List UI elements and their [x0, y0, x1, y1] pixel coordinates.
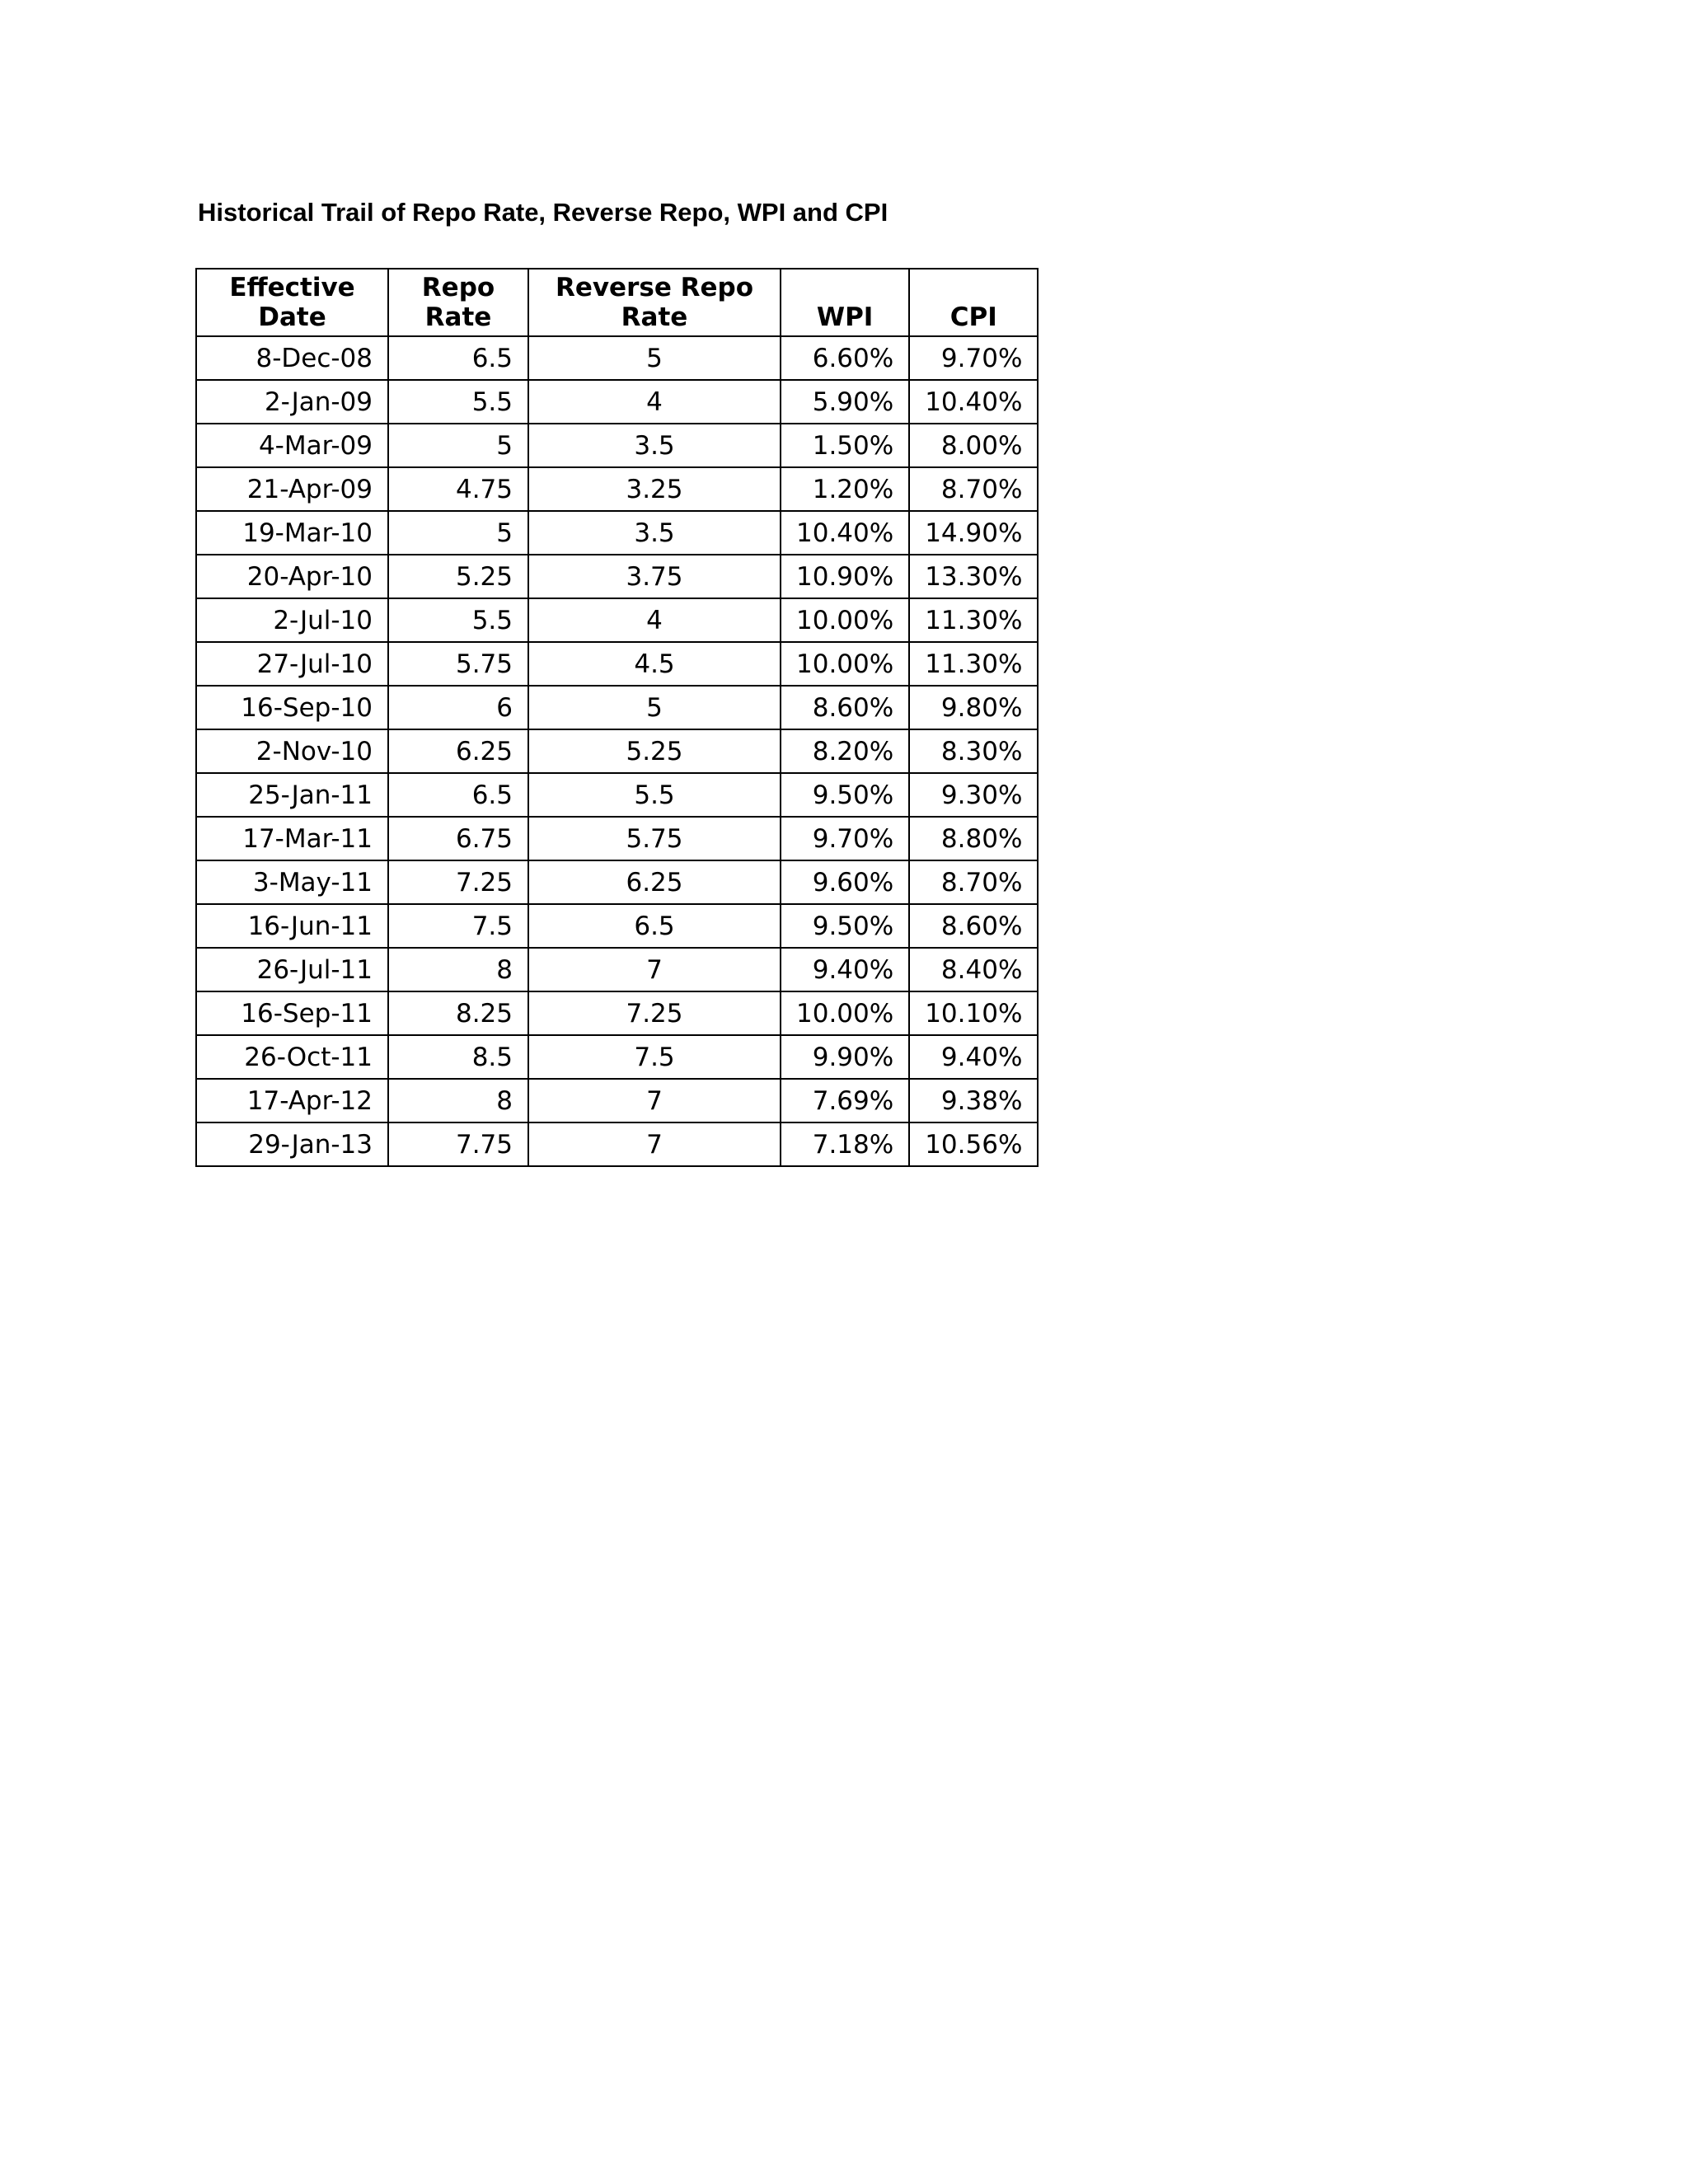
cell-effective-date: 20-Apr-10 [196, 555, 388, 598]
cell-reverse-repo-rate: 7 [528, 948, 781, 991]
cell-effective-date: 21-Apr-09 [196, 467, 388, 511]
cell-repo-rate: 8 [388, 948, 528, 991]
cell-cpi: 11.30% [909, 642, 1038, 686]
header-row [196, 269, 1038, 336]
cell-repo-rate: 8.5 [388, 1035, 528, 1079]
cell-effective-date: 29-Jan-13 [196, 1122, 388, 1166]
header-reverse-repo-rate: Reverse Repo Rate [528, 269, 781, 336]
cell-repo-rate: 6.75 [388, 817, 528, 860]
cell-effective-date: 2-Jan-09 [196, 380, 388, 424]
cell-cpi: 8.40% [909, 948, 1038, 991]
cell-cpi: 8.70% [909, 467, 1038, 511]
cell-cpi: 8.70% [909, 860, 1038, 904]
table-row [196, 642, 1038, 686]
header-wpi: WPI [781, 269, 909, 336]
table-header [196, 269, 1038, 336]
cell-wpi: 10.40% [781, 511, 909, 555]
cell-wpi: 10.00% [781, 991, 909, 1035]
cell-effective-date: 16-Jun-11 [196, 904, 388, 948]
cell-reverse-repo-rate: 6.5 [528, 904, 781, 948]
cell-effective-date: 16-Sep-11 [196, 991, 388, 1035]
cell-reverse-repo-rate: 3.5 [528, 424, 781, 467]
cell-cpi: 9.70% [909, 336, 1038, 380]
cell-effective-date: 17-Mar-11 [196, 817, 388, 860]
cell-wpi: 7.69% [781, 1079, 909, 1122]
cell-effective-date: 26-Jul-11 [196, 948, 388, 991]
cell-effective-date: 3-May-11 [196, 860, 388, 904]
cell-cpi: 9.38% [909, 1079, 1038, 1122]
cell-wpi: 10.00% [781, 598, 909, 642]
cell-wpi: 10.00% [781, 642, 909, 686]
cell-repo-rate: 7.25 [388, 860, 528, 904]
cell-cpi: 10.40% [909, 380, 1038, 424]
cell-effective-date: 25-Jan-11 [196, 773, 388, 817]
cell-repo-rate: 5.5 [388, 598, 528, 642]
header-effective-date: Effective Date [196, 269, 388, 336]
table-body [196, 336, 1038, 1166]
cell-reverse-repo-rate: 3.5 [528, 511, 781, 555]
cell-reverse-repo-rate: 4.5 [528, 642, 781, 686]
cell-repo-rate: 6.5 [388, 773, 528, 817]
header-repo-rate: Repo Rate [388, 269, 528, 336]
cell-wpi: 9.70% [781, 817, 909, 860]
cell-repo-rate: 8.25 [388, 991, 528, 1035]
cell-reverse-repo-rate: 4 [528, 380, 781, 424]
cell-cpi: 8.00% [909, 424, 1038, 467]
table-row [196, 860, 1038, 904]
cell-cpi: 8.80% [909, 817, 1038, 860]
table-row [196, 336, 1038, 380]
cell-effective-date: 17-Apr-12 [196, 1079, 388, 1122]
cell-cpi: 14.90% [909, 511, 1038, 555]
table-row [196, 948, 1038, 991]
cell-wpi: 1.20% [781, 467, 909, 511]
cell-wpi: 9.50% [781, 904, 909, 948]
table-row [196, 598, 1038, 642]
cell-repo-rate: 5.5 [388, 380, 528, 424]
table-row [196, 1122, 1038, 1166]
cell-wpi: 9.90% [781, 1035, 909, 1079]
cell-wpi: 9.50% [781, 773, 909, 817]
document-title: Historical Trail of Repo Rate, Reverse Repo, WPI and CPI [198, 198, 889, 227]
cell-repo-rate: 6 [388, 686, 528, 729]
cell-effective-date: 4-Mar-09 [196, 424, 388, 467]
cell-reverse-repo-rate: 5.75 [528, 817, 781, 860]
cell-repo-rate: 4.75 [388, 467, 528, 511]
cell-wpi: 9.40% [781, 948, 909, 991]
cell-effective-date: 27-Jul-10 [196, 642, 388, 686]
cell-wpi: 8.60% [781, 686, 909, 729]
table-row [196, 686, 1038, 729]
cell-reverse-repo-rate: 3.75 [528, 555, 781, 598]
cell-reverse-repo-rate: 4 [528, 598, 781, 642]
cell-effective-date: 2-Nov-10 [196, 729, 388, 773]
cell-reverse-repo-rate: 7.25 [528, 991, 781, 1035]
cell-cpi: 13.30% [909, 555, 1038, 598]
cell-cpi: 10.10% [909, 991, 1038, 1035]
cell-repo-rate: 5 [388, 424, 528, 467]
cell-cpi: 9.80% [909, 686, 1038, 729]
cell-cpi: 10.56% [909, 1122, 1038, 1166]
cell-repo-rate: 8 [388, 1079, 528, 1122]
table-row [196, 1079, 1038, 1122]
table-row [196, 1035, 1038, 1079]
cell-effective-date: 2-Jul-10 [196, 598, 388, 642]
cell-reverse-repo-rate: 3.25 [528, 467, 781, 511]
cell-reverse-repo-rate: 7 [528, 1079, 781, 1122]
cell-cpi: 11.30% [909, 598, 1038, 642]
cell-repo-rate: 6.25 [388, 729, 528, 773]
cell-repo-rate: 7.75 [388, 1122, 528, 1166]
table-row [196, 991, 1038, 1035]
table-row [196, 773, 1038, 817]
cell-cpi: 8.60% [909, 904, 1038, 948]
cell-repo-rate: 6.5 [388, 336, 528, 380]
table-row [196, 555, 1038, 598]
cell-reverse-repo-rate: 6.25 [528, 860, 781, 904]
table-row [196, 380, 1038, 424]
table-row [196, 511, 1038, 555]
table-row [196, 467, 1038, 511]
cell-repo-rate: 5.75 [388, 642, 528, 686]
cell-cpi: 9.40% [909, 1035, 1038, 1079]
table-row [196, 424, 1038, 467]
cell-wpi: 9.60% [781, 860, 909, 904]
cell-wpi: 1.50% [781, 424, 909, 467]
cell-effective-date: 8-Dec-08 [196, 336, 388, 380]
cell-reverse-repo-rate: 5.5 [528, 773, 781, 817]
cell-wpi: 10.90% [781, 555, 909, 598]
cell-cpi: 9.30% [909, 773, 1038, 817]
cell-wpi: 8.20% [781, 729, 909, 773]
cell-reverse-repo-rate: 5 [528, 686, 781, 729]
cell-wpi: 7.18% [781, 1122, 909, 1166]
table-row [196, 904, 1038, 948]
cell-reverse-repo-rate: 5 [528, 336, 781, 380]
cell-repo-rate: 7.5 [388, 904, 528, 948]
rates-table [195, 268, 1039, 1167]
cell-repo-rate: 5 [388, 511, 528, 555]
table-row [196, 729, 1038, 773]
cell-effective-date: 16-Sep-10 [196, 686, 388, 729]
cell-reverse-repo-rate: 7 [528, 1122, 781, 1166]
header-cpi: CPI [909, 269, 1038, 336]
cell-effective-date: 26-Oct-11 [196, 1035, 388, 1079]
cell-wpi: 5.90% [781, 380, 909, 424]
cell-wpi: 6.60% [781, 336, 909, 380]
cell-cpi: 8.30% [909, 729, 1038, 773]
cell-reverse-repo-rate: 5.25 [528, 729, 781, 773]
cell-repo-rate: 5.25 [388, 555, 528, 598]
cell-effective-date: 19-Mar-10 [196, 511, 388, 555]
cell-reverse-repo-rate: 7.5 [528, 1035, 781, 1079]
table-row [196, 817, 1038, 860]
